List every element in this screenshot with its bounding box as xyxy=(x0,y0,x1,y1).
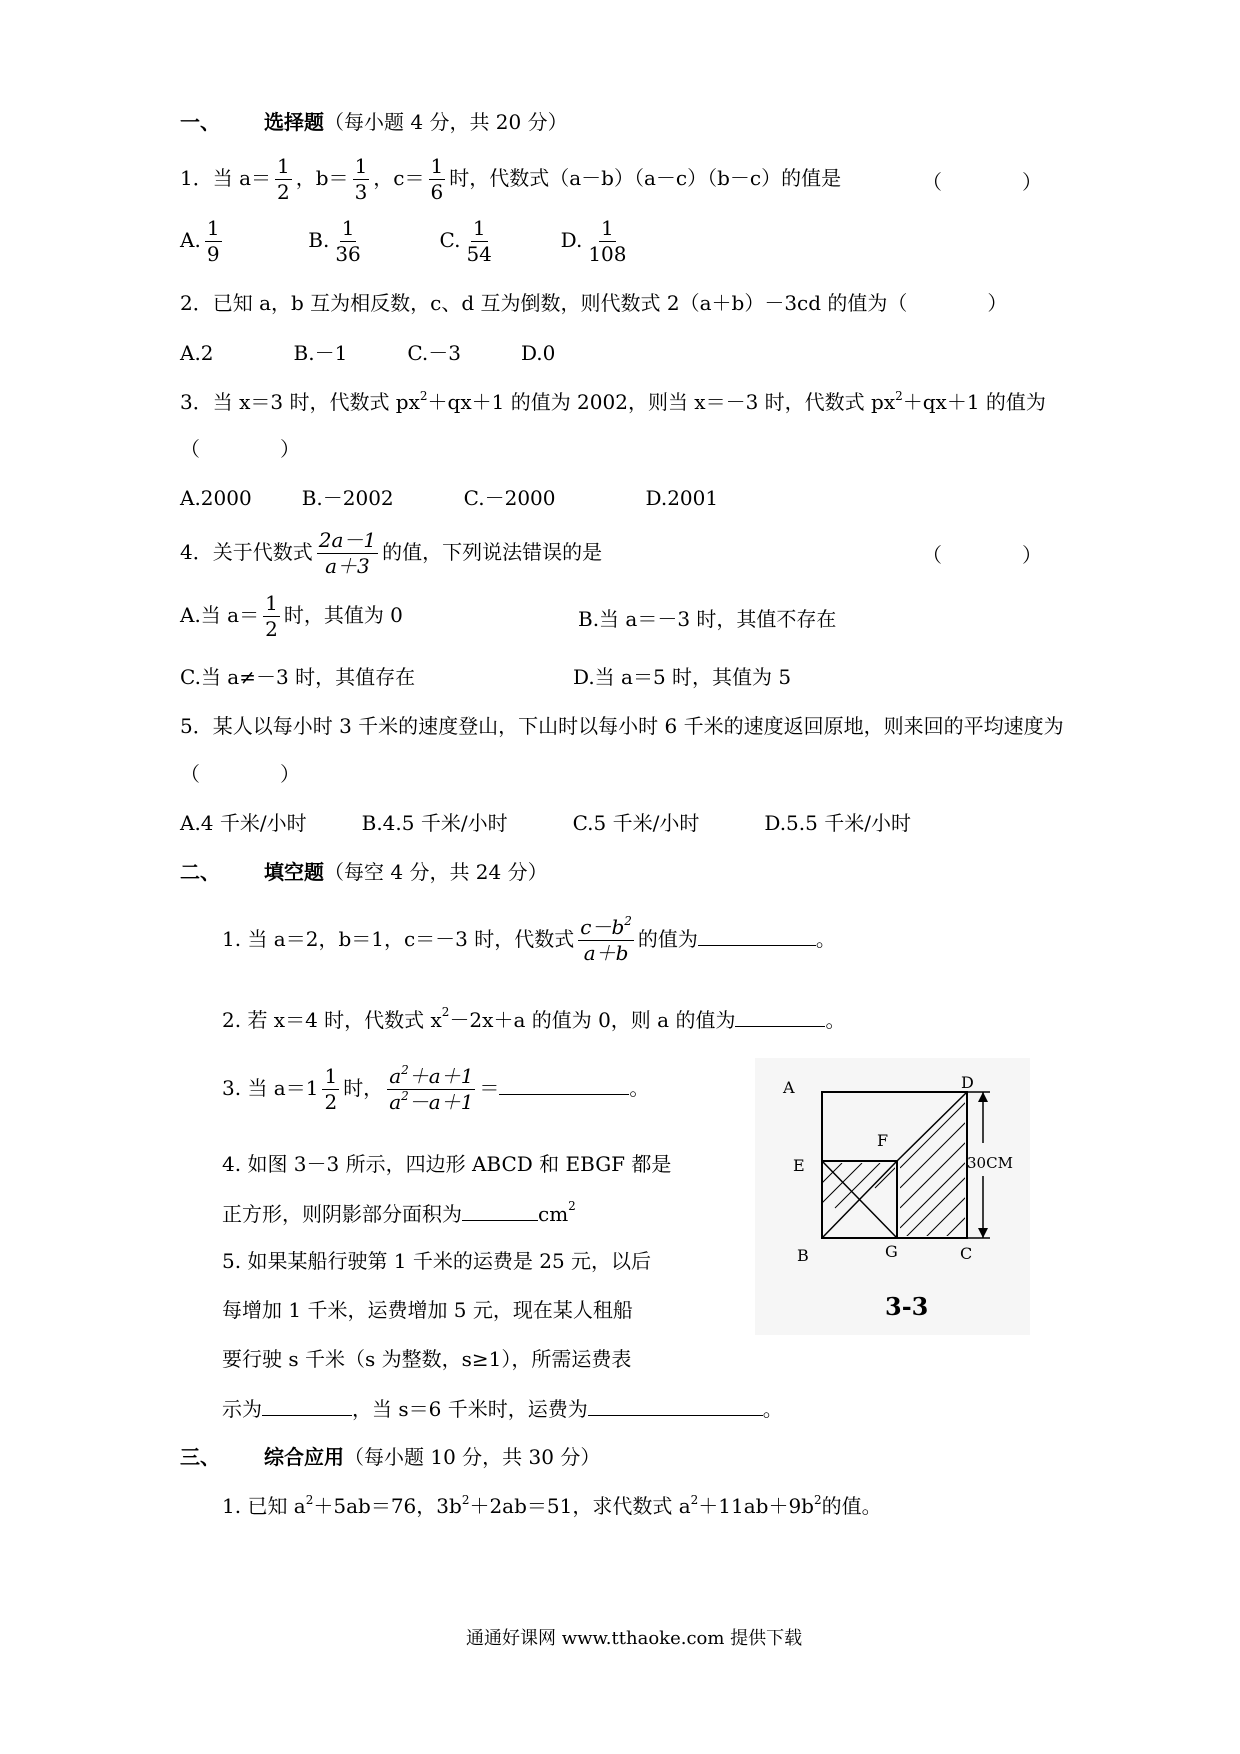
fill-question-4-line-1: 4. 如图 3－3 所示，四边形 ABCD 和 EBGF 都是 xyxy=(222,1152,672,1176)
answer-bracket: （ ） xyxy=(180,437,300,461)
shaded-region xyxy=(900,1078,970,1238)
option-a: A.4 千米/小时 xyxy=(180,811,307,835)
fraction: $\frac{1}{3}$ xyxy=(354,154,368,204)
answer-blank[interactable] xyxy=(588,1397,763,1416)
question-1 xyxy=(180,156,841,203)
arrow-up-icon xyxy=(978,1092,988,1102)
fraction: $\frac{2a-1}{a+3}$ xyxy=(318,528,377,578)
fill-question-5-line-3: 要行驶 s 千米（s 为整数，s≥1），所需运费表 xyxy=(222,1347,632,1371)
option-a: A. $\frac{1}{9}$ xyxy=(180,216,220,266)
label-d: D xyxy=(961,1073,974,1092)
q5-options xyxy=(180,813,911,833)
option-c: C. $\frac{1}{54}$ xyxy=(439,216,492,266)
answer-bracket: （ ） xyxy=(180,762,300,786)
question-5: 5．某人以每小时 3 千米的速度登山，下山时以每小时 6 千米的速度返回原地，则来回的平均速度为 xyxy=(180,714,1064,738)
section-title: 综合应用 xyxy=(264,1445,344,1469)
option-c: C.5 千米/小时 xyxy=(572,811,700,835)
application-question-1: 1. 已知 $a^2+5ab=76$，$3b^2+2ab=51$，求代数式 $a^2+11ab+9b^2$的值。 xyxy=(222,1493,882,1518)
section-note: （每小题 4 分，共 20 分） xyxy=(324,110,568,134)
q1-text: ，c＝ xyxy=(373,166,425,190)
answer-blank[interactable] xyxy=(698,927,816,946)
question-2: 2．已知 a，b 互为相反数，c、d 互为倒数，则代数式 2（a＋b）－3cd 的值为（ ） xyxy=(180,291,1008,315)
answer-blank[interactable] xyxy=(735,1008,825,1027)
fraction: $\frac{c-b^2}{a+b}$ xyxy=(580,914,632,965)
label-f: F xyxy=(877,1131,889,1150)
option-d: D.2001 xyxy=(645,486,719,510)
option-a: A.当 a＝ $\frac{1}{2}$ 时，其值为 0 xyxy=(180,591,403,641)
label-e: E xyxy=(793,1156,805,1175)
fraction: $\frac{a^2+a+1}{a^2-a+1}$ xyxy=(389,1063,474,1114)
figure-3-3 xyxy=(755,1058,1030,1335)
option-c: C.－2000 xyxy=(463,486,556,510)
label-a: A xyxy=(783,1078,795,1097)
answer-bracket: （ ） xyxy=(922,170,1042,194)
q1-text: ，b＝ xyxy=(295,166,349,190)
diagonal-fd xyxy=(897,1092,967,1161)
section-number: 二、 xyxy=(180,860,220,884)
label-b: B xyxy=(797,1246,809,1265)
fraction: $\frac{1}{2}$ xyxy=(277,154,290,204)
fill-question-2: 2. 若 x＝4 时，代数式 $x^2-2x+a$ 的值为 0，则 a 的值为 。 xyxy=(222,1005,846,1032)
question-3: 3．当 x＝3 时，代数式 $px^2+qx+1$ 的值为 2002，则当 x＝－3 时，代数式 $px^2+qx+1$ 的值为 xyxy=(180,389,1046,414)
fraction: $\frac{1}{6}$ xyxy=(430,154,444,204)
section-title: 选择题 xyxy=(264,110,324,134)
section-number: 一、 xyxy=(180,110,220,134)
page-footer: 通通好课网 www.tthaoke.com 提供下载 xyxy=(466,1628,803,1649)
section-note: （每小题 10 分，共 30 分） xyxy=(344,1445,601,1469)
fill-question-1: 1. 当 a＝2，b＝1，c＝－3 时，代数式 $\frac{c-b^2}{a+b}$ 的值为 。 xyxy=(222,914,836,965)
q1-text: 时，代数式（a－b）（a－c）（b－c）的值是 xyxy=(449,166,842,190)
option-d: D.当 a＝5 时，其值为 5 xyxy=(573,665,792,689)
q1-text: 1．当 a＝ xyxy=(180,166,272,190)
section-1-heading xyxy=(180,112,568,132)
answer-bracket: （ ） xyxy=(922,543,1042,567)
option-b: B.当 a＝－3 时，其值不存在 xyxy=(578,607,837,631)
q2-options xyxy=(180,343,555,363)
fill-question-3: 3. 当 a＝1 $\frac{1}{2}$ 时， $\frac{a^2+a+1}{a^2-a+1}$ ＝ 。 xyxy=(222,1063,650,1114)
option-a: A.2 xyxy=(180,341,214,365)
fraction: $\frac{1}{2}$ xyxy=(324,1064,338,1114)
q1-options xyxy=(180,218,633,265)
answer-blank[interactable] xyxy=(262,1397,352,1416)
fill-question-5-line-1: 5. 如果某船行驶第 1 千米的运费是 25 元，以后 xyxy=(222,1249,652,1273)
option-d: D.0 xyxy=(520,341,556,365)
question-4: 4．关于代数式 $\frac{2a-1}{a+3}$ 的值，下列说法错误的是 xyxy=(180,528,603,578)
figure-caption: 3-3 xyxy=(885,1292,929,1321)
fill-question-5-line-4: 示为 ，当 s＝6 千米时，运费为 。 xyxy=(222,1397,783,1421)
section-3-heading xyxy=(180,1447,600,1467)
label-c: C xyxy=(960,1244,973,1263)
label-g: G xyxy=(885,1242,898,1261)
fill-question-4-line-2: 正方形，则阴影部分面积为 $cm^2$ xyxy=(222,1199,576,1226)
option-c: C.－3 xyxy=(407,341,461,365)
option-b: B.－1 xyxy=(293,341,348,365)
option-a: A.2000 xyxy=(180,486,252,510)
option-b: B. $\frac{1}{36}$ xyxy=(308,216,361,266)
option-b: B.－2002 xyxy=(301,486,394,510)
option-c: C.当 a≠－3 时，其值存在 xyxy=(180,665,416,689)
answer-blank[interactable] xyxy=(462,1202,538,1221)
arrow-down-icon xyxy=(978,1228,988,1238)
option-d: D. $\frac{1}{108}$ xyxy=(560,216,627,266)
q3-options xyxy=(180,488,718,508)
section-2-heading xyxy=(180,862,548,882)
option-b: B.4.5 千米/小时 xyxy=(361,811,508,835)
section-title: 填空题 xyxy=(264,860,324,884)
section-number: 三、 xyxy=(180,1445,220,1469)
section-note: （每空 4 分，共 24 分） xyxy=(324,860,548,884)
fill-question-5-line-2: 每增加 1 千米，运费增加 5 元，现在某人租船 xyxy=(222,1298,633,1322)
answer-blank[interactable] xyxy=(499,1076,629,1095)
dimension-label: 30CM xyxy=(967,1154,1013,1172)
option-d: D.5.5 千米/小时 xyxy=(764,811,911,835)
